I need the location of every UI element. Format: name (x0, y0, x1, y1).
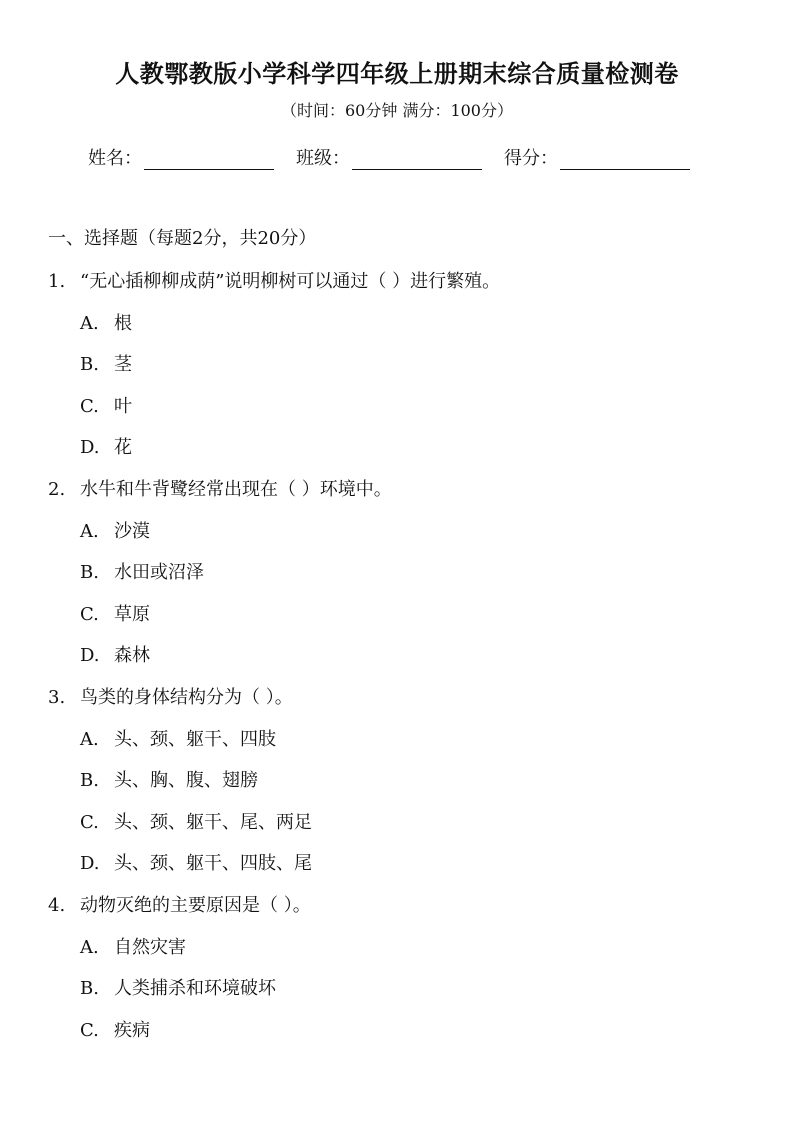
option-letter: B. (80, 562, 99, 583)
option-text: 茎 (114, 354, 132, 375)
question-text: 水牛和牛背鹭经常出现在（ ）环境中。 (80, 479, 392, 500)
option-letter: C. (80, 604, 99, 625)
option-letter: C. (80, 812, 99, 833)
option-letter: D. (80, 645, 100, 666)
option-1b (80, 350, 132, 376)
student-info-row (88, 144, 712, 170)
option-text: 沙漠 (114, 521, 150, 542)
question-number: 3. (48, 687, 66, 708)
option-3b (80, 766, 258, 792)
score-field (504, 144, 690, 170)
option-letter: B. (80, 770, 99, 791)
question-number: 1. (48, 271, 66, 292)
option-letter: B. (80, 354, 99, 375)
option-letter: C. (80, 1020, 99, 1041)
option-letter: A. (80, 521, 99, 542)
option-text: 疾病 (114, 1020, 150, 1041)
name-blank[interactable] (144, 153, 274, 170)
option-4a (80, 933, 186, 959)
question-text: “无心插柳柳成荫”说明柳树可以通过（ ）进行繁殖。 (80, 271, 501, 292)
class-label: 班级： (296, 148, 350, 169)
question-2 (48, 475, 392, 501)
option-letter: A. (80, 937, 99, 958)
option-1d (80, 433, 132, 459)
question-text: 动物灭绝的主要原因是（ ）。 (80, 895, 311, 916)
question-3 (48, 683, 293, 709)
option-text: 森林 (114, 645, 150, 666)
option-text: 花 (114, 437, 132, 458)
option-4b (80, 974, 276, 1000)
option-letter: D. (80, 853, 100, 874)
option-text: 人类捕杀和环境破坏 (114, 978, 276, 999)
class-blank[interactable] (352, 153, 482, 170)
name-label: 姓名： (88, 148, 142, 169)
option-text: 叶 (114, 396, 132, 417)
option-text: 根 (114, 313, 132, 334)
option-2c (80, 600, 150, 626)
score-blank[interactable] (560, 153, 690, 170)
question-number: 2. (48, 479, 66, 500)
option-1a (80, 309, 132, 335)
option-2b (80, 558, 204, 584)
name-field (88, 144, 274, 170)
option-3c (80, 808, 312, 834)
option-text: 头、颈、躯干、四肢 (114, 729, 276, 750)
option-1c (80, 392, 132, 418)
option-3d (80, 849, 312, 875)
option-2a (80, 517, 150, 543)
option-text: 头、颈、躯干、四肢、尾 (114, 853, 312, 874)
option-letter: C. (80, 396, 99, 417)
option-text: 头、颈、躯干、尾、两足 (114, 812, 312, 833)
option-letter: B. (80, 978, 99, 999)
score-label: 得分： (504, 148, 558, 169)
question-number: 4. (48, 895, 66, 916)
exam-title: 人教鄂教版小学科学四年级上册期末综合质量检测卷 (115, 59, 679, 88)
option-3a (80, 725, 276, 751)
option-text: 草原 (114, 604, 150, 625)
option-letter: A. (80, 313, 99, 334)
option-2d (80, 641, 150, 667)
exam-subtitle: （时间：60分钟 满分：100分） (281, 101, 513, 120)
option-letter: A. (80, 729, 99, 750)
option-letter: D. (80, 437, 100, 458)
question-4 (48, 891, 311, 917)
option-text: 自然灾害 (114, 937, 186, 958)
section-heading: 一、选择题（每题2分，共20分） (48, 228, 317, 249)
question-text: 鸟类的身体结构分为（ ）。 (80, 687, 293, 708)
class-field (296, 144, 482, 170)
question-1 (48, 267, 500, 293)
option-text: 头、胸、腹、翅膀 (114, 770, 258, 791)
option-4c (80, 1016, 150, 1042)
option-text: 水田或沼泽 (114, 562, 204, 583)
